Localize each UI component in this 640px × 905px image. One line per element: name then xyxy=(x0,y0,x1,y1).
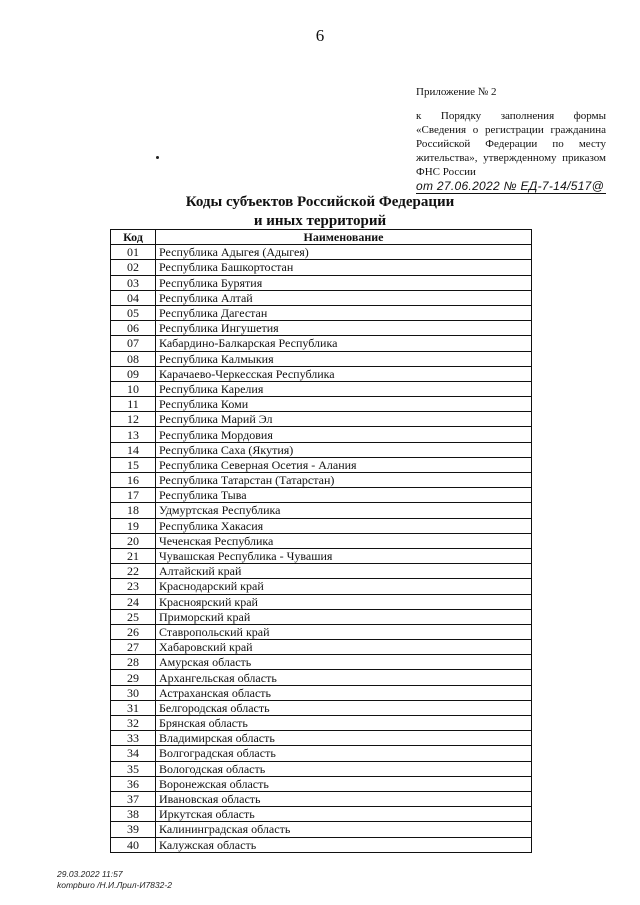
region-name-cell: Амурская область xyxy=(156,655,532,670)
region-name-cell: Чувашская Республика - Чувашия xyxy=(156,548,532,563)
region-name-cell: Хабаровский край xyxy=(156,640,532,655)
region-name-cell: Астраханская область xyxy=(156,685,532,700)
region-code-cell: 40 xyxy=(111,837,156,852)
appendix-title: Приложение № 2 xyxy=(416,86,497,98)
table-row xyxy=(111,503,532,518)
table-row xyxy=(111,533,532,548)
table-row xyxy=(111,791,532,806)
table-row xyxy=(111,822,532,837)
region-name-cell: Республика Татарстан (Татарстан) xyxy=(156,473,532,488)
scan-dot xyxy=(156,156,159,159)
table-row xyxy=(111,397,532,412)
region-code-cell: 06 xyxy=(111,321,156,336)
footer-line2: kompburo /Н.И.Лрил-И7832-2 xyxy=(57,880,172,890)
region-code-cell: 37 xyxy=(111,791,156,806)
table-row xyxy=(111,260,532,275)
region-code-cell: 31 xyxy=(111,700,156,715)
table-row xyxy=(111,609,532,624)
region-name-cell: Калужская область xyxy=(156,837,532,852)
table-row xyxy=(111,837,532,852)
region-code-cell: 11 xyxy=(111,397,156,412)
table-row xyxy=(111,716,532,731)
region-name-cell: Краснодарский край xyxy=(156,579,532,594)
table-row xyxy=(111,685,532,700)
region-code-cell: 24 xyxy=(111,594,156,609)
table-row xyxy=(111,746,532,761)
region-name-cell: Ставропольский край xyxy=(156,624,532,639)
region-code-cell: 36 xyxy=(111,776,156,791)
region-code-cell: 29 xyxy=(111,670,156,685)
appendix-body: к Порядку заполнения формы «Сведения о регистрации гражданина Российской Федерации по месту жительства», утвержденному приказом ФНС России xyxy=(416,110,606,178)
table-row xyxy=(111,473,532,488)
region-name-cell: Вологодская область xyxy=(156,761,532,776)
region-name-cell: Калининградская область xyxy=(156,822,532,837)
table-row xyxy=(111,624,532,639)
region-name-cell: Алтайский край xyxy=(156,564,532,579)
table-row xyxy=(111,305,532,320)
table-row xyxy=(111,290,532,305)
region-name-cell: Республика Саха (Якутия) xyxy=(156,442,532,457)
table-row xyxy=(111,275,532,290)
region-name-cell: Республика Бурятия xyxy=(156,275,532,290)
region-code-cell: 07 xyxy=(111,336,156,351)
region-code-cell: 18 xyxy=(111,503,156,518)
region-code-cell: 12 xyxy=(111,412,156,427)
table-row xyxy=(111,488,532,503)
region-code-cell: 33 xyxy=(111,731,156,746)
region-name-cell: Республика Адыгея (Адыгея) xyxy=(156,245,532,260)
region-name-cell: Кабардино-Балкарская Республика xyxy=(156,336,532,351)
region-name-cell: Удмуртская Республика xyxy=(156,503,532,518)
region-code-cell: 03 xyxy=(111,275,156,290)
region-name-cell: Республика Алтай xyxy=(156,290,532,305)
table-row xyxy=(111,351,532,366)
region-code-cell: 39 xyxy=(111,822,156,837)
region-name-cell: Республика Тыва xyxy=(156,488,532,503)
region-name-cell: Республика Калмыкия xyxy=(156,351,532,366)
region-name-cell: Брянская область xyxy=(156,716,532,731)
table-row xyxy=(111,670,532,685)
table-row xyxy=(111,412,532,427)
region-code-cell: 21 xyxy=(111,548,156,563)
region-name-cell: Республика Марий Эл xyxy=(156,412,532,427)
table-row xyxy=(111,336,532,351)
table-row xyxy=(111,245,532,260)
region-code-cell: 17 xyxy=(111,488,156,503)
table-row xyxy=(111,381,532,396)
region-name-cell: Республика Хакасия xyxy=(156,518,532,533)
table-row xyxy=(111,807,532,822)
region-code-cell: 25 xyxy=(111,609,156,624)
region-code-cell: 38 xyxy=(111,807,156,822)
table-row xyxy=(111,442,532,457)
region-codes-table xyxy=(110,229,532,853)
region-name-cell: Республика Дагестан xyxy=(156,305,532,320)
region-name-cell: Белгородская область xyxy=(156,700,532,715)
document-title-line1: Коды субъектов Российской Федерации xyxy=(185,194,455,210)
table-row xyxy=(111,594,532,609)
table-row xyxy=(111,321,532,336)
region-name-cell: Чеченская Республика xyxy=(156,533,532,548)
region-name-cell: Ивановская область xyxy=(156,791,532,806)
region-code-cell: 09 xyxy=(111,366,156,381)
table-body xyxy=(111,245,532,853)
region-name-cell: Республика Коми xyxy=(156,397,532,412)
region-code-cell: 10 xyxy=(111,381,156,396)
region-name-cell: Красноярский край xyxy=(156,594,532,609)
region-code-cell: 15 xyxy=(111,457,156,472)
region-code-cell: 30 xyxy=(111,685,156,700)
region-code-cell: 13 xyxy=(111,427,156,442)
region-code-cell: 19 xyxy=(111,518,156,533)
region-code-cell: 01 xyxy=(111,245,156,260)
page-number: 6 xyxy=(315,26,325,45)
table-row xyxy=(111,427,532,442)
footer-line1: 29.03.2022 11:57 xyxy=(57,869,123,879)
column-header-name: Наименование xyxy=(156,230,532,245)
region-name-cell: Владимирская область xyxy=(156,731,532,746)
table-row xyxy=(111,731,532,746)
region-code-cell: 16 xyxy=(111,473,156,488)
table-row xyxy=(111,640,532,655)
table-row xyxy=(111,564,532,579)
column-header-code: Код xyxy=(111,230,156,245)
region-code-cell: 20 xyxy=(111,533,156,548)
table-row xyxy=(111,457,532,472)
region-name-cell: Волгоградская область xyxy=(156,746,532,761)
table-header-row xyxy=(111,230,532,245)
region-code-cell: 02 xyxy=(111,260,156,275)
region-name-cell: Архангельская область xyxy=(156,670,532,685)
region-name-cell: Республика Башкортостан xyxy=(156,260,532,275)
footer-stamp xyxy=(57,869,172,891)
table-row xyxy=(111,548,532,563)
region-code-cell: 14 xyxy=(111,442,156,457)
region-code-cell: 22 xyxy=(111,564,156,579)
region-name-cell: Республика Карелия xyxy=(156,381,532,396)
table-row xyxy=(111,700,532,715)
appendix-signature: от 27.06.2022 № ЕД-7-14/517@ xyxy=(416,179,605,193)
region-name-cell: Воронежская область xyxy=(156,776,532,791)
region-code-cell: 28 xyxy=(111,655,156,670)
region-code-cell: 05 xyxy=(111,305,156,320)
appendix-block xyxy=(416,85,606,194)
region-code-cell: 04 xyxy=(111,290,156,305)
table-row xyxy=(111,366,532,381)
document-title xyxy=(0,193,640,231)
region-code-cell: 08 xyxy=(111,351,156,366)
region-code-cell: 23 xyxy=(111,579,156,594)
region-code-cell: 27 xyxy=(111,640,156,655)
table-row xyxy=(111,518,532,533)
table-row xyxy=(111,761,532,776)
region-code-cell: 26 xyxy=(111,624,156,639)
table-row xyxy=(111,655,532,670)
region-code-cell: 32 xyxy=(111,716,156,731)
region-name-cell: Приморский край xyxy=(156,609,532,624)
table-row xyxy=(111,776,532,791)
region-code-cell: 34 xyxy=(111,746,156,761)
region-name-cell: Карачаево-Черкесская Республика xyxy=(156,366,532,381)
region-code-cell: 35 xyxy=(111,761,156,776)
region-name-cell: Республика Северная Осетия - Алания xyxy=(156,457,532,472)
region-name-cell: Иркутская область xyxy=(156,807,532,822)
region-name-cell: Республика Мордовия xyxy=(156,427,532,442)
region-name-cell: Республика Ингушетия xyxy=(156,321,532,336)
document-title-line2: и иных территорий xyxy=(253,213,387,229)
table-row xyxy=(111,579,532,594)
